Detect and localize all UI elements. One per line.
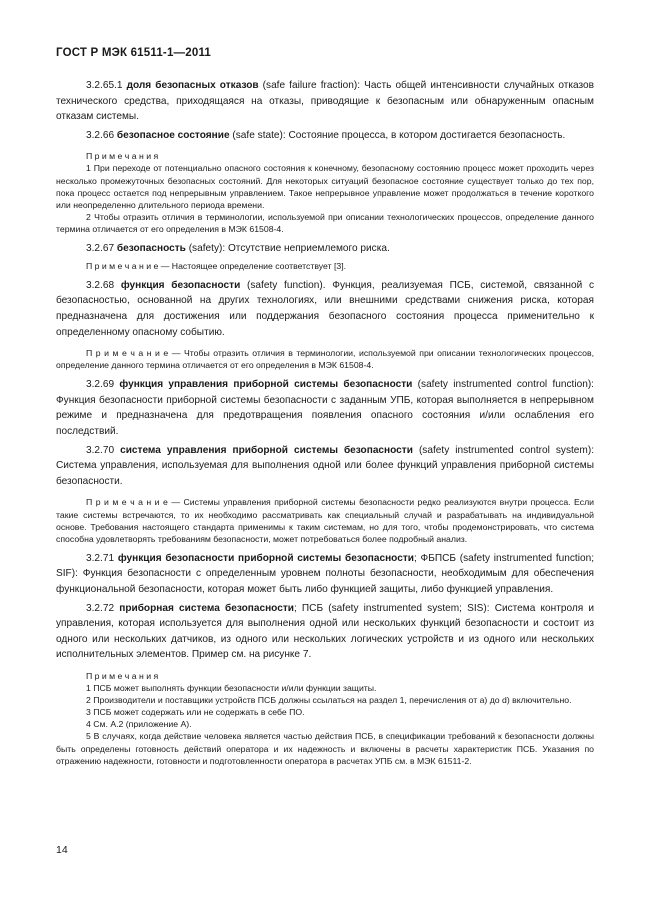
- note-text: — Системы управления приборной системы безопасности редко реализуются внутри процесса. Если такие системы встречаются, то их необходимо рассматривать как специальный случай и разрабатывать на индивидуальной основе. Требования настоящего стандарта применимы к таким системам, но для того, чтобы продемонстрировать, что система способна удовлетворять требованиям безопасности, может потребоваться более подробный анализ.: [56, 497, 595, 544]
- definition-term: система управления приборной системы безопасности: [120, 444, 413, 456]
- note-label: П р и м е ч а н и е: [86, 260, 159, 271]
- definition-text: (safety instrumented control system): Система управления, используемая для выполнения одной или более функций управления приборной системы безопасности.: [56, 444, 594, 487]
- definition-text: (safe state): Состояние процесса, в котором достигается безопасность.: [229, 129, 566, 141]
- note-item: 1 При переходе от потенциально опасного состояния к конечному, безопасному состоянию процесс может проходить через несколько промежуточных безопасных состояний. Для некоторых ситуаций безопасное состояние существует только до тех пор, пока процесс остается под непрерывным управлением. Такое непрерывное управление может продолжаться в течение короткого или неопределенно длительного периода времени.: [56, 163, 594, 210]
- note-text: — Чтобы отразить отличия в терминологии, используемой при описании технологических процессов, определение данного термина отличается от его определения в МЭК 61508-4.: [56, 348, 594, 371]
- definition-3-2-67: [56, 241, 594, 257]
- definition-3-2-71: [56, 551, 594, 598]
- definition-term: приборная система безопасности: [119, 602, 294, 614]
- document-header: ГОСТ Р МЭК 61511-1—2011: [56, 47, 212, 59]
- note-label: П р и м е ч а н и е: [86, 348, 169, 359]
- definition-text: (safety): Отсутствие неприемлемого риска.: [185, 243, 390, 255]
- note-text: — Настоящее определение соответствует [3].: [158, 260, 347, 271]
- definition-number: 3.2.65.1: [86, 80, 123, 91]
- note-label: П р и м е ч а н и е: [86, 497, 168, 508]
- definition-3-2-70: [56, 443, 594, 490]
- definition-text: ; ПСБ (safety instrumented system; SIS): Система контроля и управления, которая используется для выполнения одной или нескольких функций безопасности и состоит из одного или нескольких датчиков, из одного или нескольких логических устройств и из одного или нескольких исполнительных элементов. Пример см. на рисунке 7.: [56, 602, 594, 661]
- notes-heading: П р и м е ч а н и я: [86, 670, 159, 681]
- definition-text: (safety instrumented control function): Функция безопасности приборной системы безопасности с заданным УПБ, которая выполняется в непрерывном режиме и предназначена для предотвращения появления опасного состояния и/или ослабления его последствий.: [56, 379, 594, 438]
- definition-term: функция безопасности: [120, 279, 241, 291]
- definition-text: (safe failure fraction): Часть общей интенсивности случайных отказов технического средства, приходящаяся на отказы, приводящие к безопасным или обнаруженным опасным отказам системы.: [56, 80, 594, 123]
- definition-text: (safety function). Функция, реализуемая ПСБ, системой, связанной с безопасностью, основанной на других технологиях, или внешними средствами снижения риска, которая предназначена для достижения или поддержания безопасного состояния процесса применительно к определенному опасному событию.: [56, 279, 595, 338]
- note-item: 2 Чтобы отразить отличия в терминологии, используемой при описании технологических процессов, определение данного термина отличается от его определения в МЭК 61508-4.: [56, 211, 594, 234]
- definition-text: ; ФБПСБ (safety instrumented function; SIF): Функция безопасности с определенным уровнем полноты безопасности, необходимым для обеспечения функциональной безопасности, которая может быть либо функцией защиты, либо функцией управления.: [56, 552, 594, 595]
- definition-3-2-65-1: [56, 78, 594, 125]
- definition-term: безопасное состояние: [116, 129, 230, 141]
- note-3-2-68: [56, 347, 594, 371]
- page-number: 14: [56, 844, 68, 856]
- definition-term: безопасность: [116, 243, 186, 255]
- definition-3-2-72: [56, 601, 594, 663]
- definition-term: функция безопасности приборной системы безопасности: [117, 552, 414, 564]
- definition-number: 3.2.72: [86, 602, 115, 614]
- note-item: 2 Производители и поставщики устройств ПСБ должны ссылаться на раздел 1, перечисления от а) до d) включительно.: [86, 695, 572, 706]
- note-item: 3 ПСБ может содержать или не содержать в себе ПО.: [86, 707, 305, 718]
- note-item: 5 В случаях, когда действие человека является частью действия ПСБ, в спецификации требований к безопасности должны быть определены готовность действий оператора и их надежность и включены в расчеты характеристик ПСБ. Указания по отражению надежности, готовности и подготовленности оператора в расчетах УПБ см. в МЭК 61511-2.: [56, 731, 594, 766]
- note-item: 4 См. А.2 (приложение А).: [86, 719, 192, 730]
- definition-3-2-66: [56, 128, 594, 144]
- definition-number: 3.2.68: [86, 279, 115, 291]
- definition-term: доля безопасных отказов: [126, 80, 259, 91]
- definition-3-2-69: [56, 377, 594, 439]
- definition-number: 3.2.69: [86, 379, 115, 391]
- definition-number: 3.2.71: [86, 552, 115, 564]
- definition-term: функция управления приборной системы безопасности: [119, 379, 413, 391]
- definition-number: 3.2.66: [86, 129, 115, 141]
- definition-number: 3.2.70: [86, 444, 115, 456]
- note-3-2-70: [56, 496, 594, 544]
- note-3-2-67: [56, 260, 594, 272]
- document-body: [56, 78, 594, 767]
- definition-number: 3.2.67: [86, 243, 115, 255]
- notes-heading: П р и м е ч а н и я: [86, 151, 159, 162]
- note-item: 1 ПСБ может выполнять функции безопасности и/или функции защиты.: [86, 683, 377, 694]
- definition-3-2-68: [56, 278, 594, 340]
